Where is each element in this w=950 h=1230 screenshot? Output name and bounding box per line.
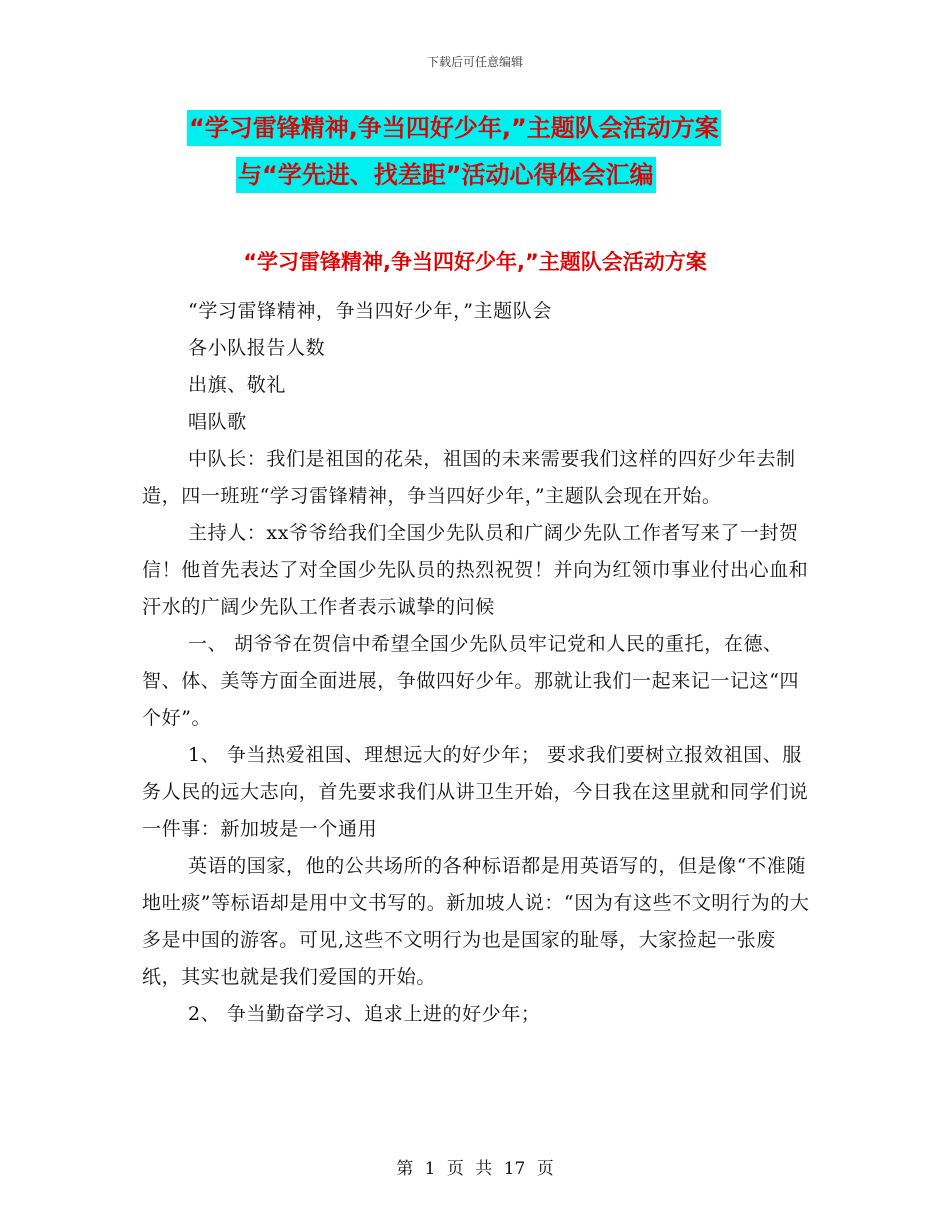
title-line-2: 与“学先进、找差距”活动心得体会汇编 <box>236 157 656 193</box>
page-footer: 第 1 页 共 17 页 <box>396 1159 554 1179</box>
paragraph: 出旗、敬礼 <box>188 374 287 396</box>
header-note: 下载后可任意编辑 <box>426 55 523 69</box>
body-text <box>142 293 810 1033</box>
paragraph: 1、 争当热爱祖国、理想远大的好少年； 要求我们要树立报效祖国、服务人民的远大志向，首先要求我们从讲卫生开始，今日我在这里就和同学们说一件事：新加坡是一个通用 <box>142 744 809 840</box>
paragraph: 唱队歌 <box>188 411 247 433</box>
paragraph: “学习雷锋精神，争当四好少年，”主题队会 <box>188 300 552 322</box>
paragraph: 主持人：xx爷爷给我们全国少先队员和广阔少先队工作者写来了一封贺信！他首先表达了对全国少先队员的热烈祝贺！并向为红领巾事业付出心血和汗水的广阔少先队工作者表示诚挚的问候 <box>142 522 809 618</box>
paragraph: 各小队报告人数 <box>188 337 326 359</box>
paragraph: 2、 争当勤奋学习、追求上进的好少年； <box>188 1003 541 1025</box>
paragraph: 一、 胡爷爷在贺信中希望全国少先队员牢记党和人民的重托，在德、智、体、美等方面全面进展，争做四好少年。那就让我们一起来记一记这“四个好”。 <box>142 633 800 729</box>
paragraph: 中队长：我们是祖国的花朵，祖国的未来需要我们这样的四好少年去制造，四一班班“学习雷锋精神，争当四好少年，”主题队会现在开始。 <box>142 448 796 507</box>
section-heading: “学习雷锋精神,争当四好少年,”主题队会活动方案 <box>243 250 707 274</box>
title-line-1: “学习雷锋精神,争当四好少年,”主题队会活动方案 <box>187 110 721 146</box>
paragraph: 英语的国家，他的公共场所的各种标语都是用英语写的，但是像“不准随地吐痰”等标语却是用中文书写的。新加坡人说：“因为有这些不文明行为的大多是中国的游客。可见,这些不文明行为也是国家的耻辱，大家捡起一张废纸，其实也就是我们爱国的开始。 <box>142 855 810 988</box>
